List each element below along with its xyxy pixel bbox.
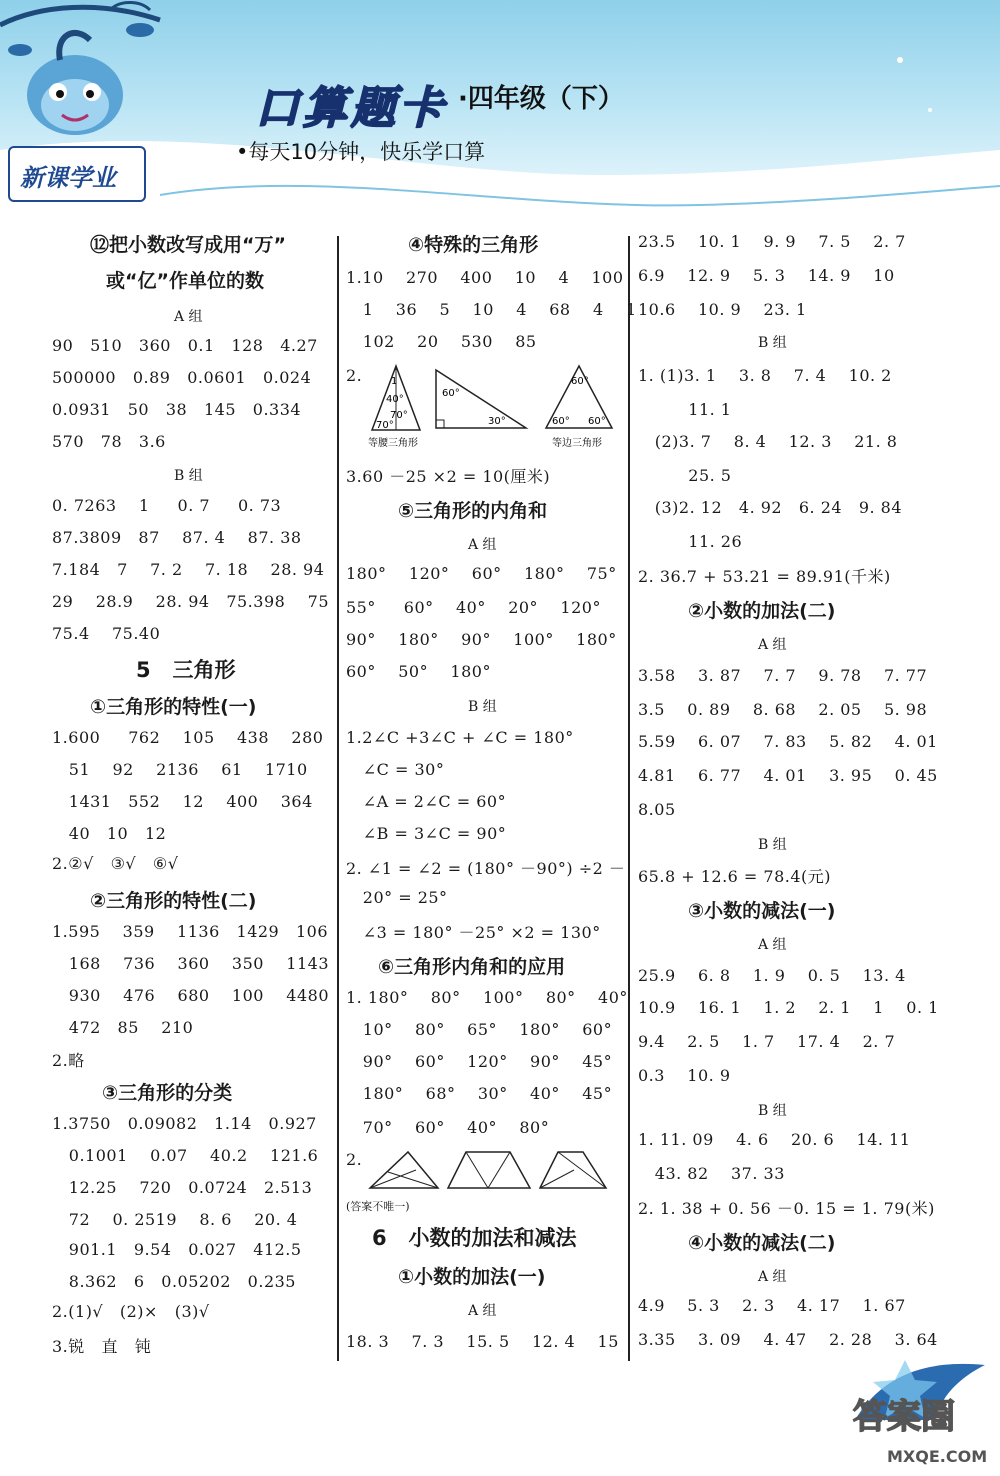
answer-line: 1.2∠C +3∠C + ∠C = 180° — [346, 728, 574, 747]
answer-line: 90° 180° 90° 100° 180° — [346, 630, 617, 649]
answer-line: 18. 3 7. 3 15. 5 12. 4 15 — [346, 1332, 619, 1351]
triangle-division-diagrams — [368, 1146, 608, 1196]
isosceles-triangle — [368, 366, 420, 449]
answer-line: 1.3750 0.09082 1.14 0.927 — [52, 1114, 317, 1133]
triangle-caption: 等边三角形 — [552, 438, 602, 449]
answer-line: 500000 0.89 0.0601 0.024 — [52, 368, 312, 387]
answer-line: 0.3 10. 9 — [638, 1066, 731, 1085]
answer-line: 1. 180° 80° 100° 80° 40° — [346, 988, 628, 1007]
answer-line: 87.3809 87 87. 4 87. 38 — [52, 528, 302, 547]
answer-line: 5.59 6. 07 7. 83 5. 82 4. 01 — [638, 732, 938, 751]
page-header — [0, 0, 1000, 225]
answer-line: 1. 11. 09 4. 6 20. 6 14. 11 — [638, 1130, 911, 1149]
answer-line: 0.0931 50 38 145 0.334 — [52, 400, 302, 419]
section-heading-3: ③三角形的分类 — [102, 1082, 233, 1104]
section-heading-4: ④小数的减法(二) — [688, 1232, 836, 1254]
answer-line: 3.60 －25 ×2 = 10(厘米) — [346, 467, 551, 486]
group-label-b: B 组 — [758, 335, 787, 351]
answer-line: 90 510 360 0.1 128 4.27 — [52, 336, 318, 355]
answer-line: 90° 60° 120° 90° 45° — [346, 1052, 613, 1071]
answer-line: 2.(1)√ (2)× (3)√ — [52, 1302, 210, 1321]
answer-line: 472 85 210 — [52, 1018, 194, 1037]
brand-logo-text: 新课学业 — [20, 164, 116, 192]
angle-label: 70° — [376, 420, 394, 431]
answer-line: 29 28.9 28. 94 75.398 75 — [52, 592, 330, 611]
answer-line: 1.10 270 400 10 4 100 — [346, 268, 624, 287]
answer-line: 12.25 720 0.0724 2.513 — [52, 1178, 313, 1197]
answer-line: 11. 26 — [638, 532, 743, 551]
watermark-url: MXQE.COM — [887, 1447, 988, 1466]
answer-line: 55° 60° 40° 20° 120° — [346, 598, 601, 617]
answer-line: 1 36 5 10 4 68 4 1 — [346, 300, 637, 319]
answer-line: 3.锐 直 钝 — [52, 1337, 152, 1356]
group-label-a: A 组 — [758, 637, 787, 653]
section-heading-5: ⑤三角形的内角和 — [398, 500, 548, 522]
answer-line: 2. 1. 38 + 0. 56 －0. 15 = 1. 79(米) — [638, 1199, 935, 1218]
answer-note: (答案不唯一) — [346, 1200, 410, 1213]
group-label-a: A 组 — [468, 1303, 497, 1319]
answer-line: ∠B = 3∠C = 90° — [346, 824, 507, 843]
brand-logo — [8, 146, 146, 202]
answer-line: 25.9 6. 8 1. 9 0. 5 13. 4 — [638, 966, 906, 985]
answer-line: 10.9 16. 1 1. 2 2. 1 1 0. 1 — [638, 998, 939, 1017]
angle-label: 30° — [488, 416, 506, 427]
angle-label: 60° — [442, 388, 460, 399]
answer-line: 2. — [346, 1150, 363, 1169]
section-heading-4: ④特殊的三角形 — [408, 234, 539, 256]
equilateral-triangle — [546, 366, 612, 449]
section-heading-2: ②三角形的特性(二) — [90, 890, 257, 912]
group-label-b: B 组 — [758, 837, 787, 853]
answer-line: 10.6 10. 9 23. 1 — [638, 300, 807, 319]
answer-line: 20° = 25° — [346, 888, 448, 907]
answer-line: 0.1001 0.07 40.2 121.6 — [52, 1146, 319, 1165]
answer-line: 65.8 + 12.6 = 78.4(元) — [638, 867, 832, 886]
answer-line: 4.81 6. 77 4. 01 3. 95 0. 45 — [638, 766, 938, 785]
answer-line: 1431 552 12 400 364 — [52, 792, 313, 811]
answer-line: (3)2. 12 4. 92 6. 24 9. 84 — [638, 498, 903, 517]
answer-line: 1.600 762 105 438 280 — [52, 728, 324, 747]
section-heading-12: ⑫把小数改写成用“万” — [90, 234, 286, 256]
answer-line: 4.9 5. 3 2. 3 4. 17 1. 67 — [638, 1296, 906, 1315]
triangle-caption: 等腰三角形 — [368, 438, 418, 449]
angle-label: 1 — [391, 376, 398, 387]
answer-line: 2. — [346, 366, 363, 385]
answer-line: 3.58 3. 87 7. 7 9. 78 7. 77 — [638, 666, 928, 685]
angle-label: 60° — [552, 416, 570, 427]
answer-line: 168 736 360 350 1143 — [52, 954, 330, 973]
answer-line: 23.5 10. 1 9. 9 7. 5 2. 7 — [638, 232, 906, 251]
answer-line: 7.184 7 7. 2 7. 18 28. 94 — [52, 560, 325, 579]
answer-line: 2. 36.7 + 53.21 = 89.91(千米) — [638, 567, 891, 586]
column-divider-2 — [628, 236, 630, 1361]
group-label-b: B 组 — [468, 699, 497, 715]
answer-line: 8.05 — [638, 800, 676, 819]
answer-line: 8.362 6 0.05202 0.235 — [52, 1272, 296, 1291]
answer-line: 70° 60° 40° 80° — [346, 1118, 550, 1137]
answer-line: 11. 1 — [638, 400, 732, 419]
answer-line: 930 476 680 100 4480 — [52, 986, 330, 1005]
section-heading-6-1: ①小数的加法(一) — [398, 1266, 546, 1288]
answer-line: 901.1 9.54 0.027 412.5 — [52, 1240, 302, 1259]
answer-line: 60° 50° 180° — [346, 662, 491, 681]
answer-line: ∠C = 30° — [346, 760, 445, 779]
group-label-a: A 组 — [174, 309, 203, 325]
slogan: •每天10分钟，快乐学口算 — [236, 140, 486, 164]
angle-label: 60° — [571, 376, 589, 387]
grade-label: ·四年级（下） — [458, 84, 624, 114]
answer-line: 1.595 359 1136 1429 106 — [52, 922, 329, 941]
group-label-a: A 组 — [468, 537, 497, 553]
answer-line: 3.35 3. 09 4. 47 2. 28 3. 64 — [638, 1330, 938, 1349]
answer-line: 570 78 3.6 — [52, 432, 166, 451]
answer-line: 25. 5 — [638, 466, 732, 485]
answer-line: 1. (1)3. 1 3. 8 7. 4 10. 2 — [638, 366, 892, 385]
answer-line: (2)3. 7 8. 4 12. 3 21. 8 — [638, 432, 898, 451]
triangle-diagrams — [366, 362, 626, 460]
group-label-b: B 组 — [758, 1103, 787, 1119]
answer-line: 2. ∠1 = ∠2 = (180° －90°) ÷2 － — [346, 859, 626, 878]
answer-line: 9.4 2. 5 1. 7 17. 4 2. 7 — [638, 1032, 896, 1051]
section-heading-3: ③小数的减法(一) — [688, 900, 836, 922]
watermark-text: 答案圈 — [853, 1397, 955, 1437]
angle-label: 70° — [390, 410, 408, 421]
section-heading-2: ②小数的加法(二) — [688, 600, 836, 622]
answer-line: 6.9 12. 9 5. 3 14. 9 10 — [638, 266, 895, 285]
answer-line: 40 10 12 — [52, 824, 167, 843]
watermark-logo — [845, 1350, 995, 1470]
section-heading-6: ⑥三角形内角和的应用 — [378, 956, 566, 978]
group-label-b: B 组 — [174, 468, 203, 484]
answer-line: 3.5 0. 89 8. 68 2. 05 5. 98 — [638, 700, 928, 719]
answer-line: 10° 80° 65° 180° 60° — [346, 1020, 613, 1039]
answer-line: 72 0. 2519 8. 6 20. 4 — [52, 1210, 298, 1229]
answer-line: 75.4 75.40 — [52, 624, 161, 643]
answer-line: 102 20 530 85 — [346, 332, 537, 351]
angle-label: 40° — [386, 394, 404, 405]
answer-line: 180° 68° 30° 40° 45° — [346, 1084, 613, 1103]
section-heading-12-line2: 或“亿”作单位的数 — [106, 270, 264, 292]
chapter-heading-5: 5 三角形 — [136, 658, 236, 682]
answer-line: 43. 82 37. 33 — [638, 1164, 785, 1183]
group-label-a: A 组 — [758, 937, 787, 953]
group-label-a: A 组 — [758, 1269, 787, 1285]
answer-line: 180° 120° 60° 180° 75° — [346, 564, 617, 583]
answer-line: 2.②√ ③√ ⑥√ — [52, 854, 179, 873]
mascot-icon — [0, 0, 170, 150]
column-divider-1 — [337, 236, 339, 1361]
answer-line: 2.略 — [52, 1051, 85, 1070]
answer-line: ∠3 = 180° －25° ×2 = 130° — [346, 923, 601, 942]
page-title: 口算题卡 — [255, 83, 447, 134]
section-heading-1: ①三角形的特性(一) — [90, 696, 257, 718]
right-triangle — [436, 370, 526, 428]
chapter-heading-6: 6 小数的加法和减法 — [372, 1226, 577, 1250]
answer-line: 51 92 2136 61 1710 — [52, 760, 308, 779]
answer-line: 0. 7263 1 0. 7 0. 73 — [52, 496, 282, 515]
answer-line: ∠A = 2∠C = 60° — [346, 792, 507, 811]
angle-label: 60° — [588, 416, 606, 427]
